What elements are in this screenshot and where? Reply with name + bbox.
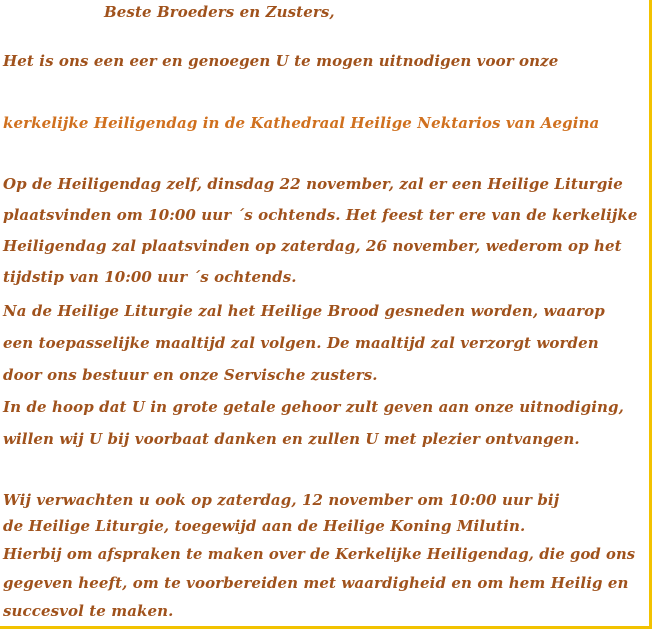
paragraph-line: gegeven heeft, om te voorbereiden met waardigheid en om hem Heilig en	[3, 574, 629, 592]
paragraph-line: Na de Heilige Liturgie zal het Heilige Brood gesneden worden, waarop	[3, 302, 605, 320]
paragraph-line: een toepasselijke maaltijd zal volgen. De maaltijd zal verzorgt worden	[3, 334, 599, 352]
paragraph-line: door ons bestuur en onze Servische zusters.	[3, 366, 378, 384]
paragraph-line-highlight: kerkelijke Heiligendag in de Kathedraal Heilige Nektarios van Aegina	[3, 114, 600, 132]
paragraph-line: Op de Heiligendag zelf, dinsdag 22 november, zal er een Heilige Liturgie	[3, 175, 623, 193]
paragraph-line: de Heilige Liturgie, toegewijd aan de Heilige Koning Milutin.	[3, 517, 526, 535]
paragraph-line: Heiligendag zal plaatsvinden op zaterdag, 26 november, wederom op het	[3, 237, 622, 255]
paragraph-line: tijdstip van 10:00 uur ´s ochtends.	[3, 268, 297, 286]
greeting: Beste Broeders en Zusters,	[104, 3, 335, 21]
paragraph-line: In de hoop dat U in grote getale gehoor zult geven aan onze uitnodiging,	[3, 398, 624, 416]
paragraph-line: Hierbij om afspraken te maken over de Kerkelijke Heiligendag, die god ons	[3, 546, 636, 563]
paragraph-line: Wij verwachten u ook op zaterdag, 12 november om 10:00 uur bij	[3, 491, 560, 509]
paragraph-line: willen wij U bij voorbaat danken en zullen U met plezier ontvangen.	[3, 430, 580, 448]
paragraph-line: Het is ons een eer en genoegen U te mogen uitnodigen voor onze	[3, 52, 559, 70]
paragraph-line: succesvol te maken.	[3, 602, 174, 620]
paragraph-line: plaatsvinden om 10:00 uur ´s ochtends. Het feest ter ere van de kerkelijke	[3, 206, 638, 224]
